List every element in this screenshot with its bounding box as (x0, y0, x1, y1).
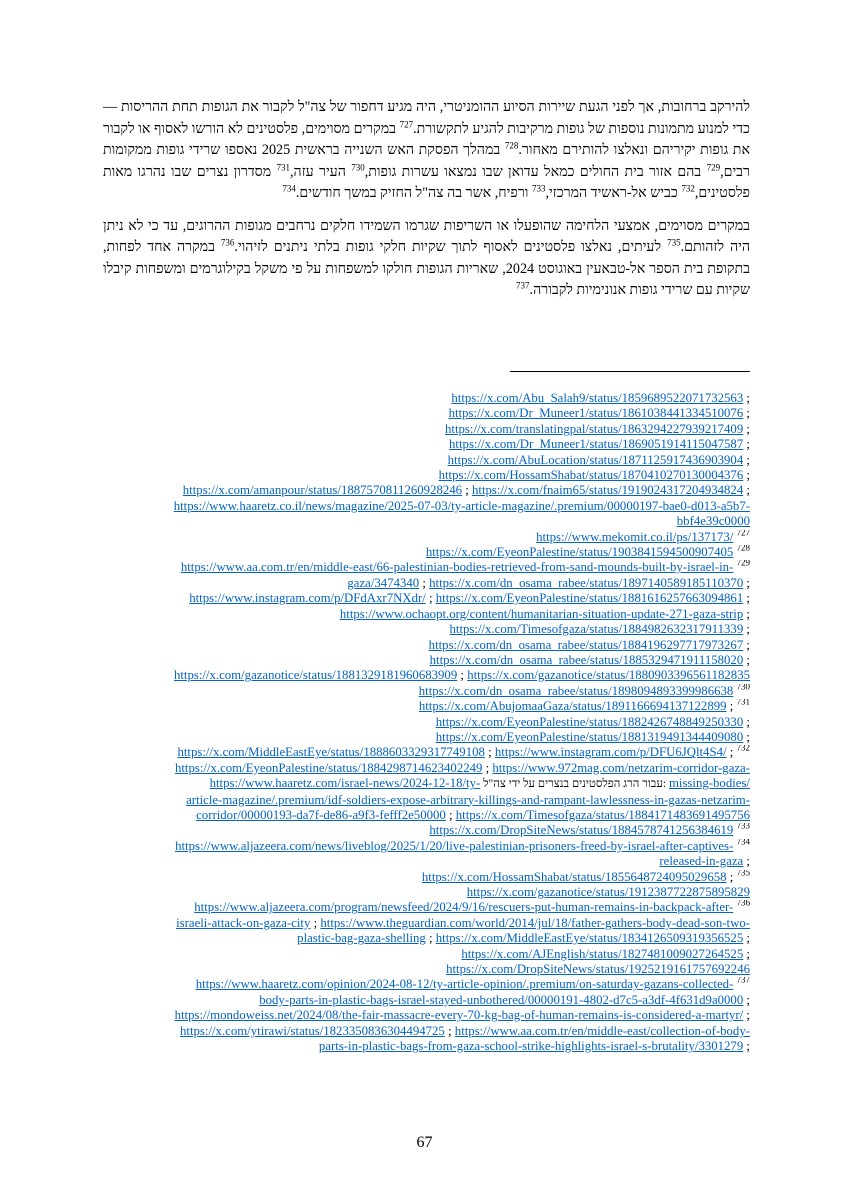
footnote-number: 727 (736, 529, 750, 538)
footnote-link[interactable]: parts-in-plastic-bags-from-gaza-school-strike-highlights-israel-s-brutality/3301279 (318, 1039, 744, 1054)
footnote-link[interactable]: https://x.com/Dr_Muneer1/status/1861038441334510076 (448, 406, 744, 421)
footnote-link[interactable]: https://x.com/dn_osama_rabee/status/1898094893399986638 (418, 683, 734, 698)
separator: ; (445, 807, 456, 822)
footnote-line (103, 576, 750, 591)
footnote-link[interactable]: https://x.com/AbujomaaGaza/status/1891166694137122899 (418, 699, 727, 714)
footnote-ref[interactable]: 735 (667, 237, 681, 248)
paragraph (103, 97, 750, 205)
footnote-line (103, 499, 750, 514)
footnote-line (103, 514, 750, 529)
footnote-link[interactable]: https://x.com/MiddleEastEye/status/1834126509319356525 (435, 931, 744, 946)
separator: ; (310, 915, 321, 930)
footnote-link[interactable]: https://x.com/Timesofgaza/status/1884171483691495756 (455, 807, 750, 822)
footnote-number: 729 (736, 560, 750, 569)
separator: ; (743, 622, 750, 637)
footnote-number: 737 (736, 977, 750, 986)
footnote-link[interactable]: https://x.com/fnaim65/status/1919024317204934824 (472, 483, 744, 498)
footnote-number: 730 (736, 683, 750, 692)
footnote-ref[interactable]: 732 (681, 183, 695, 194)
separator: ; (743, 854, 750, 869)
footnote-ref[interactable]: 737 (516, 280, 530, 291)
separator: ; (743, 729, 750, 744)
sentence: ורפיח, אשר בה צה"ל החזיק במשך חודשים. (295, 185, 532, 201)
footnote-link[interactable]: released-in-gaza (659, 854, 744, 869)
footnote-link[interactable]: body-parts-in-plastic-bags-israel-stayed-unbothered/00000191-4802-d7c5-a3df-4f631d9a0000 (259, 992, 744, 1007)
footnote-line (103, 622, 750, 637)
footnote-link[interactable]: https://x.com/dn_osama_rabee/status/1885329471911158020 (429, 652, 744, 667)
separator: ; (425, 591, 436, 606)
footnote-link[interactable]: https://www.972mag.com/netzarim-corridor-gaza- (492, 760, 750, 775)
sentence: לעיתים, נאלצו פלסטינים לאסוף לתוך שקיות חלקי גופות בלתי ניתנים לזיהוי. (234, 239, 668, 255)
footnote-line (103, 653, 750, 668)
footnote-link[interactable]: https://x.com/EyeonPalestine/status/1884298714623402249 (174, 760, 483, 775)
footnote-link[interactable]: https://www.aa.com.tr/en/middle-east/66-palestinian-bodies-retrieved-from-sand-mounds-built-by-israel-in- (180, 560, 734, 575)
footnote-link[interactable]: https://x.com/AbuLocation/status/1871125917436903904 (447, 452, 744, 467)
sentence: כביש אל-ראשיד המרכזי, (545, 185, 682, 201)
footnote-ref[interactable]: 728 (504, 140, 519, 151)
separator: ; (462, 483, 473, 498)
separator: ; (743, 1008, 750, 1023)
footnote-link[interactable]: corridor/00000193-da7f-de86-a9f3-fefff2e50000 (196, 807, 446, 822)
separator: ; (743, 652, 750, 667)
footnote-link[interactable]: gaza/3474340 (347, 575, 420, 590)
footnote-link[interactable]: https://x.com/gazanotice/status/1880903396561182835 (467, 668, 750, 683)
footnote-link[interactable]: https://www.haaretz.co.il/news/magazine/2025-07-03/ty-article-magazine/.premium/00000197-bae0-d013-a5b7- (173, 498, 750, 513)
separator: ; (743, 575, 750, 590)
footnote-line (103, 530, 750, 545)
separator: ; (444, 1023, 455, 1038)
footnote-number: 733 (736, 823, 750, 832)
footnote-link[interactable]: https://x.com/EyeonPalestine/status/1881319491344409080 (435, 729, 744, 744)
hebrew-note: עבור הרג הפלסטינים בנצרים על ידי צה"ל: (480, 778, 669, 791)
separator: ; (743, 391, 750, 405)
sentence: בהם אזור בית החולים כמאל עדואן שבו נמצאו עשרות גופות, (364, 163, 707, 180)
separator: ; (743, 714, 750, 729)
footnote-line (103, 900, 750, 915)
separator: ; (726, 745, 734, 760)
separator: ; (484, 745, 495, 760)
footnote-line (103, 993, 750, 1008)
footnote-line (103, 545, 750, 560)
footnote-line (103, 483, 750, 498)
footnote-link[interactable]: https://www.mekomit.co.il/ps/137173/ (536, 529, 734, 544)
footnote-link[interactable]: article-magazine/.premium/idf-soldiers-expose-arbitrary-killings-and-rampant-lawlessness-in-gazas-netzarim- (186, 792, 750, 807)
footnote-line (103, 1024, 750, 1039)
footnote-link[interactable]: https://www.instagram.com/p/DFdAxr7NXdr/ (189, 591, 426, 606)
footnote-link[interactable]: https://x.com/HossamShabat/status/1855648724095029658 (421, 869, 727, 884)
sentence: להירקב ברחובות, אך לפני הגעת שיירות הסיוע ההומניטרי, היה מגיע דחפור של צה"ל לקבור את הגופות תחת ההריסות — כדי למנוע מתמונות נוספות של גופות מרקיבות להגיע לתקשורת. (103, 99, 750, 137)
footnote-ref[interactable]: 731 (276, 161, 290, 172)
separator: ; (726, 699, 734, 714)
separator: ; (743, 637, 750, 652)
footnote-link[interactable]: https://x.com/dn_osama_rabee/status/1897140589185110370 (429, 575, 744, 590)
footnote-ref[interactable]: 736 (220, 237, 235, 248)
footnote-ref[interactable]: 733 (532, 183, 546, 194)
footnote-line (103, 560, 750, 575)
footnote-link[interactable]: missing-bodies/ (668, 776, 750, 791)
footnote-line (103, 962, 750, 977)
sentence: מסדרון נצרים שבו נהרגו מאות פלסטינים, (103, 163, 750, 201)
sentence: במקרה אחד לפחות, בתקופת בית הספר אל-טבאעין באוגוסט 2024, שאריות הגופות חולקו למשפחות על פי משקל בקילוגרמים ומשפחות קיבלו שקיות עם שרידי גופות אנונימיות לקבורה. (103, 239, 750, 298)
separator: ; (743, 946, 750, 961)
separator: ; (419, 575, 430, 590)
separator: ; (743, 483, 750, 498)
footnote-line (103, 391, 750, 406)
footnote-line (103, 808, 750, 823)
separator: ; (726, 869, 734, 884)
footnote-link[interactable]: https://www.haaretz.com/opinion/2024-08-12/ty-article-opinion/.premium/on-saturday-gazans-collected- (195, 977, 734, 992)
footnote-link[interactable]: https://www.aljazeera.com/program/newsfeed/2024/9/16/rescuers-put-human-remains-in-backpack-after- (194, 900, 734, 915)
footnote-line (103, 1008, 750, 1023)
footnote-link[interactable]: https://www.ochaopt.org/content/humanitarian-situation-update-271-gaza-strip (339, 606, 744, 621)
body-text (103, 97, 750, 313)
page-number: 67 (416, 1134, 433, 1151)
footnote-link[interactable]: https://www.aa.com.tr/en/middle-east/collection-of-body- (454, 1023, 750, 1038)
footnote-link[interactable]: https://x.com/amanpour/status/1887570811260928246 (182, 483, 463, 498)
footnote-line (103, 468, 750, 483)
footnote-link[interactable]: plastic-bag-gaza-shelling (297, 931, 426, 946)
footnote-line (103, 591, 750, 606)
footnote-number: 731 (736, 699, 750, 707)
separator: ; (743, 1039, 750, 1054)
footnote-line (103, 870, 750, 885)
footnote-line (103, 916, 750, 931)
sentence: במקרים מסוימים, פלסטינים לא הורשו לאסוף או לקבור את גופות יקיריהם ונאלצו להותירם מאחור. (103, 120, 750, 158)
footnote-link[interactable]: https://x.com/gazanotice/status/1881329181960683909 (173, 668, 458, 683)
footnote-link[interactable]: https://x.com/dn_osama_rabee/status/1884196297717973267 (428, 637, 744, 652)
separator: ; (743, 437, 750, 452)
footnote-number: 736 (736, 900, 750, 909)
footnote-line (103, 715, 750, 730)
sentence: במהלך הפסקת האש השנייה בראשית 2025 נאספו שרידי גופות ממקומות רבים, (103, 142, 750, 180)
footnote-link[interactable]: https://x.com/MiddleEastEye/status/1888603329317749108 (177, 745, 485, 760)
footnote-line (103, 684, 750, 699)
footnote-link[interactable]: https://x.com/Abu_Salah9/status/1859689522071732563 (451, 391, 744, 405)
footnote-link[interactable]: https://x.com/translatingpal/status/1863294227939217409 (445, 421, 744, 436)
footnote-ref[interactable]: 729 (706, 161, 721, 172)
footnote-link[interactable]: https://x.com/EyeonPalestine/status/1903841594500907405 (425, 545, 734, 560)
sentence: העיר עזה, (289, 163, 352, 180)
footnote-link[interactable]: https://mondoweiss.net/2024/08/the-fair-massacre-every-70-kg-bag-of-human-remains-is-considered-a-martyr/ (174, 1008, 744, 1023)
paragraph (103, 216, 750, 302)
footnote-line (103, 730, 750, 745)
footnote-number: 728 (736, 545, 750, 553)
footnote-line (103, 437, 750, 452)
footnote-line (103, 1039, 750, 1054)
separator: ; (482, 760, 493, 775)
footnote-link[interactable]: https://x.com/Timesofgaza/status/1884982632317911339 (449, 622, 744, 637)
footnote-link[interactable]: https://www.haaretz.com/israel-news/2024-12-18/ty- (209, 776, 481, 791)
footnote-line (103, 668, 750, 683)
footnote-line (103, 854, 750, 869)
footnote-ref[interactable]: 727 (399, 118, 414, 129)
footnote-link[interactable]: bbf4e39c0000 (676, 514, 750, 529)
separator: ; (743, 406, 750, 421)
footnote-line (103, 931, 750, 946)
footnote-number: 734 (736, 838, 750, 847)
footnote-link[interactable]: https://x.com/HossamShabat/status/1870410270130004376 (438, 468, 744, 483)
separator: ; (457, 668, 468, 683)
footnote-line (103, 638, 750, 653)
footnote-line (103, 776, 750, 792)
footnote-line (103, 977, 750, 992)
separator: ; (743, 992, 750, 1007)
footnote-line (103, 823, 750, 838)
footnote-link[interactable]: https://x.com/Dr_Muneer1/status/1869051914115047587 (449, 437, 744, 452)
separator: ; (743, 468, 750, 483)
footnote-ref[interactable]: 730 (351, 161, 365, 172)
footnote-link[interactable]: https://x.com/DropSiteNews/status/1925219161757692246 (446, 962, 750, 977)
footnote-link[interactable]: israeli-attack-on-gaza-city (176, 915, 311, 930)
footnote-line (103, 745, 750, 760)
footnote-line (103, 885, 750, 900)
footnote-link[interactable]: https://www.theguardian.com/world/2014/jul/18/father-gathers-body-dead-son-two- (320, 915, 750, 930)
separator: ; (743, 452, 750, 467)
footnote-line (103, 607, 750, 622)
separator: ; (425, 931, 436, 946)
footnote-number: 735 (736, 869, 750, 878)
footnote-line (103, 453, 750, 468)
footnote-link[interactable]: https://x.com/AJEnglish/status/1827481009027264525 (461, 946, 744, 961)
footnote-link[interactable]: https://x.com/EyeonPalestine/status/1881616257663094861 (435, 591, 744, 606)
footnote-link[interactable]: https://x.com/gazanotice/status/1912387722875895829 (466, 885, 750, 899)
footnotes (103, 391, 750, 1054)
footnote-line (103, 761, 750, 776)
separator: ; (743, 591, 750, 606)
footnote-link[interactable]: https://www.aljazeera.com/news/liveblog/2025/1/20/live-palestinian-prisoners-freed-by-israel-after-captives- (175, 838, 734, 853)
footnote-link[interactable]: https://www.instagram.com/p/DFU6JQlt4S4/ (494, 745, 727, 760)
footnote-line (103, 699, 750, 714)
footnote-ref[interactable]: 734 (282, 183, 296, 194)
footnote-line (103, 947, 750, 962)
separator: ; (743, 606, 750, 621)
footnote-line (103, 793, 750, 808)
footnote-link[interactable]: https://x.com/DropSiteNews/status/1884578741256384619 (429, 823, 734, 838)
footnote-separator (510, 371, 750, 372)
footnote-line (103, 839, 750, 854)
footnote-link[interactable]: https://x.com/EyeonPalestine/status/1882426748849250330 (435, 714, 744, 729)
footnote-number: 732 (736, 745, 750, 754)
footnote-line (103, 422, 750, 437)
footnote-link[interactable]: https://x.com/ytirawi/status/1823350836304494725 (180, 1023, 445, 1038)
footnote-line (103, 406, 750, 421)
separator: ; (743, 931, 750, 946)
sentence: במקרים מסוימים, אמצעי הלחימה שהופעלו או השריפות שגרמו השמידו חלקים נרחבים מגופות ההרוגים, עד כי לא ניתן היה לזהותם. (103, 217, 750, 255)
separator: ; (743, 421, 750, 436)
